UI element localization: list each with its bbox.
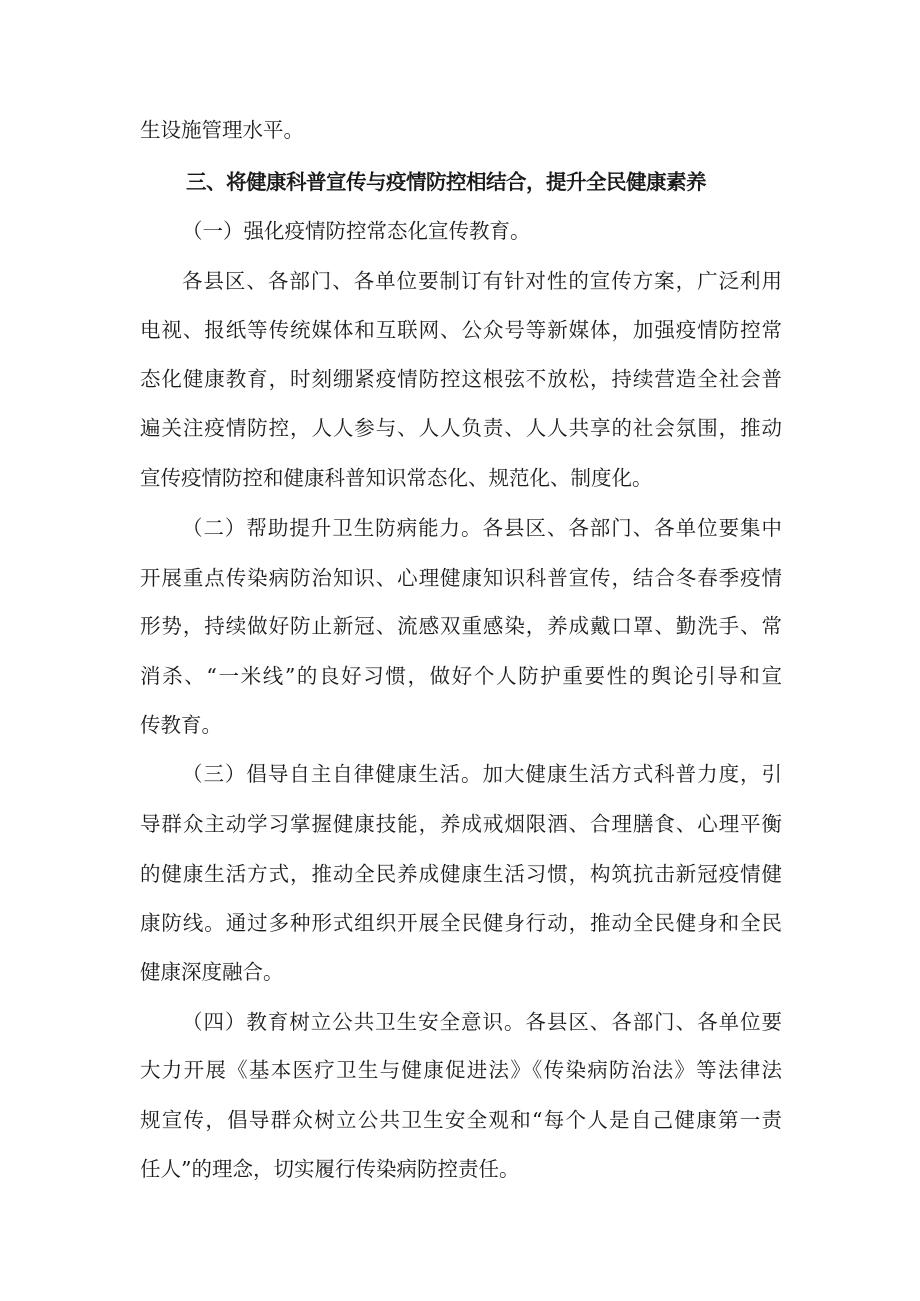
paragraph-line: 电视、报纸等传统媒体和互联网、公众号等新媒体，加强疫情防控常 — [140, 318, 782, 342]
paragraph-line: 态化健康教育，时刻绷紧疫情防控这根弦不放松，持续营造全社会普 — [140, 367, 782, 391]
section-heading: 三、将健康科普宣传与疫情防控相结合，提升全民健康素养 — [186, 170, 706, 194]
paragraph-line: 生设施管理水平。 — [140, 118, 304, 142]
paragraph-line: 规宣传，倡导群众树立公共卫生安全观和“每个人是自己健康第一责 — [140, 1108, 782, 1132]
paragraph-line: 传教育。 — [140, 713, 222, 737]
paragraph-line: 消杀、“一米线”的良好习惯，做好个人防护重要性的舆论引导和宣 — [140, 664, 782, 688]
paragraph-line: 任人”的理念，切实履行传染病防控责任。 — [140, 1157, 520, 1181]
paragraph-line: （二）帮助提升卫生防病能力。各县区、各部门、各单位要集中 — [182, 516, 782, 540]
item-title: （一）强化疫情防控常态化宣传教育。 — [182, 219, 531, 243]
paragraph-line: 遍关注疫情防控，人人参与、人人负责、人人共享的社会氛围，推动 — [140, 416, 782, 440]
paragraph-line: （四）教育树立公共卫生安全意识。各县区、各部门、各单位要 — [182, 1010, 782, 1034]
paragraph-line: 宣传疫情防控和健康科普知识常态化、规范化、制度化。 — [140, 466, 653, 490]
paragraph-line: 大力开展《基本医疗卫生与健康促进法》《传染病防治法》等法律法 — [140, 1058, 782, 1082]
paragraph-line: 开展重点传染病防治知识、心理健康知识科普宣传，结合冬春季疫情 — [140, 566, 782, 590]
paragraph-line: 的健康生活方式，推动全民养成健康生活习惯，构筑抗击新冠疫情健 — [140, 862, 782, 886]
paragraph-line: （三）倡导自主自律健康生活。加大健康生活方式科普力度，引 — [182, 762, 782, 786]
paragraph-line: 各县区、各部门、各单位要制订有针对性的宣传方案，广泛利用 — [182, 269, 782, 293]
paragraph-line: 导群众主动学习掌握健康技能，养成戒烟限酒、合理膳食、心理平衡 — [140, 812, 782, 836]
paragraph-line: 健康深度融合。 — [140, 960, 284, 984]
paragraph-line: 形势，持续做好防止新冠、流感双重感染，养成戴口罩、勤洗手、常 — [140, 614, 782, 638]
paragraph-line: 康防线。通过多种形式组织开展全民健身行动，推动全民健身和全民 — [140, 911, 782, 935]
